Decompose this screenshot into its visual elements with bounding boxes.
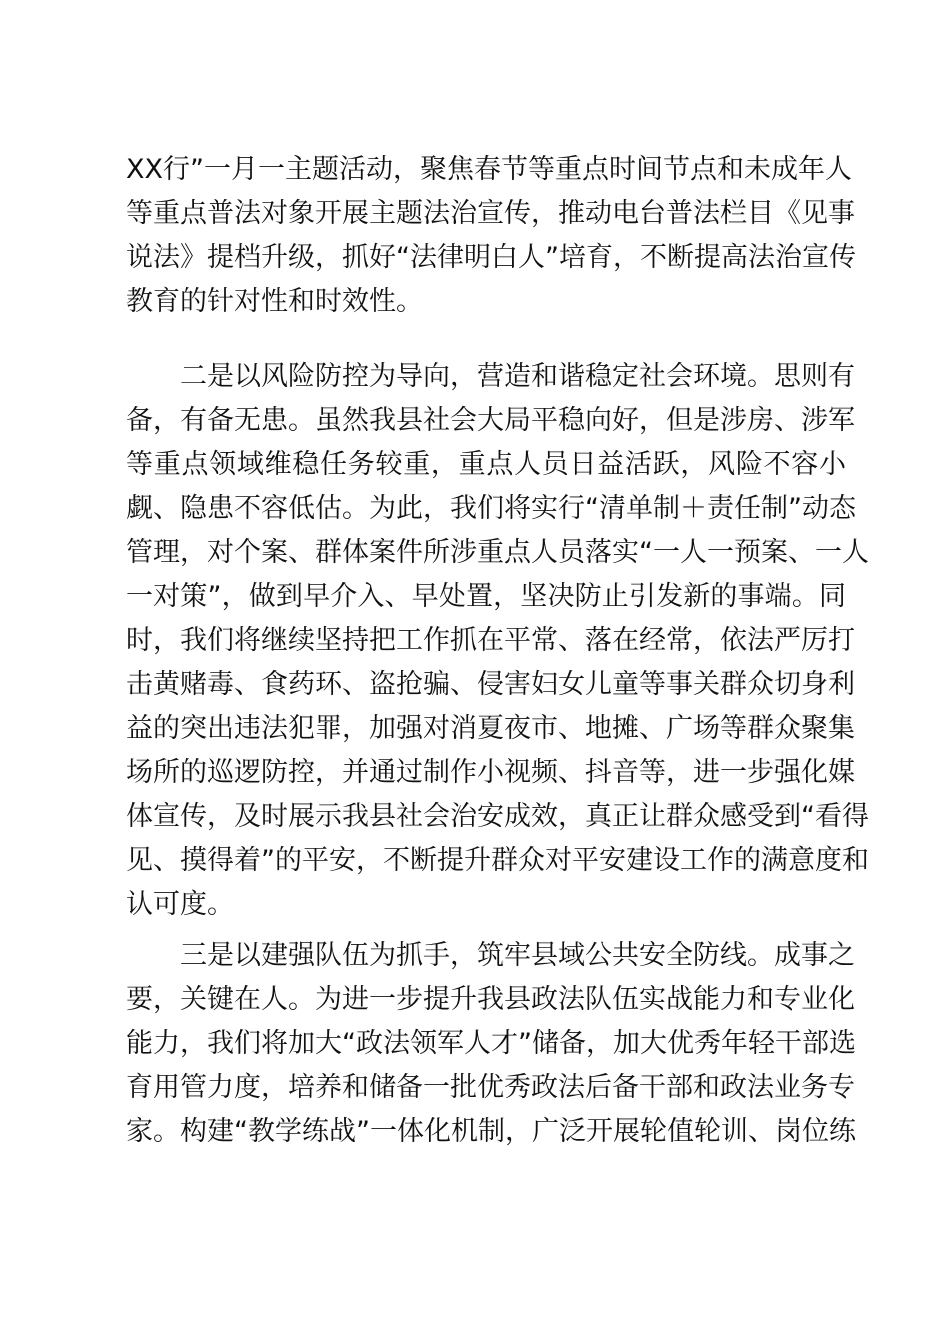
- paragraph-heading-line: 二是以风险防控为导向，营造和谐稳定社会环境。思则有: [180, 361, 855, 392]
- text-line: 等重点普法对象开展主题法治宣传，推动电台普法栏目《见事: [126, 198, 855, 229]
- text-line: 觑、隐患不容低估。为此，我们将实行“清单制＋责任制”动态: [126, 493, 856, 524]
- text-line: 益的突出违法犯罪，加强对消夏夜市、地摊、广场等群众聚集: [126, 713, 855, 744]
- text-line: 备，有备无患。虽然我县社会大局平稳向好，但是涉房、涉军: [126, 405, 855, 436]
- text-line: 体宣传，及时展示我县社会治安成效，真正让群众感受到“看得: [126, 801, 869, 832]
- text-line: 育用管力度，培养和储备一批优秀政法后备干部和政法业务专: [126, 1072, 855, 1103]
- text-line: 时，我们将继续坚持把工作抓在平常、落在经常，依法严厉打: [126, 625, 855, 656]
- text-line: 能力，我们将加大“政法领军人才”储备，加大优秀年轻干部选: [126, 1028, 856, 1059]
- text-line: 管理，对个案、群体案件所涉重点人员落实“一人一预案、一人: [126, 537, 869, 568]
- text-line: 一对策”，做到早介入、早处置，坚决防止引发新的事端。同: [126, 581, 846, 612]
- text-line: 击黄赌毒、食药环、盗抢骗、侵害妇女儿童等事关群众切身利: [126, 669, 855, 700]
- text-line: 场所的巡逻防控，并通过制作小视频、抖音等，进一步强化媒: [126, 757, 855, 788]
- text-line: 等重点领域维稳任务较重，重点人员日益活跃，风险不容小: [126, 449, 846, 480]
- text-line: 教育的针对性和时效性。: [126, 286, 423, 317]
- paragraph-heading-line: 三是以建强队伍为抓手，筑牢县域公共安全防线。成事之: [180, 940, 855, 971]
- text-line: 说法》提档升级，抓好“法律明白人”培育，不断提高法治宣传: [126, 242, 856, 273]
- text-line: XX行”一月一主题活动，聚焦春节等重点时间节点和未成年人: [126, 154, 852, 185]
- text-line: 要，关键在人。为进一步提升我县政法队伍实战能力和专业化: [126, 984, 855, 1015]
- text-line: 认可度。: [126, 889, 234, 920]
- text-line: 见、摸得着”的平安，不断提升群众对平安建设工作的满意度和: [126, 845, 869, 876]
- text-line: 家。构建“教学练战”一体化机制，广泛开展轮值轮训、岗位练: [126, 1116, 856, 1147]
